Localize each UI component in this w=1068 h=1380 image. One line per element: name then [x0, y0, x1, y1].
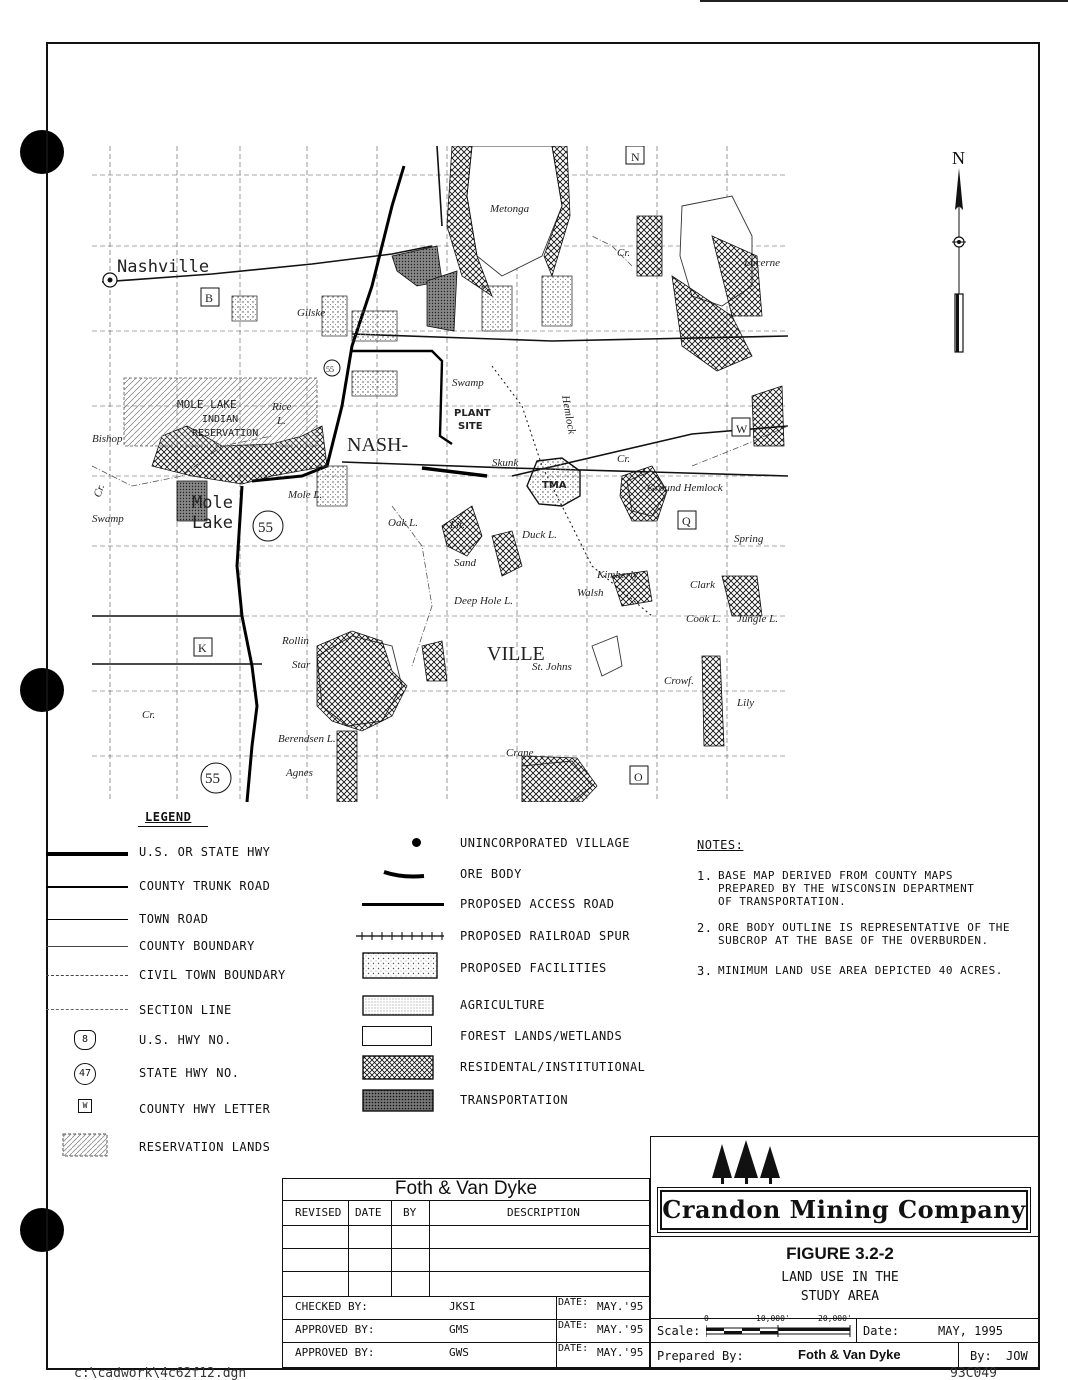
map-label-spring: Spring — [734, 533, 764, 545]
map-label-hwy55-a: 55 — [326, 365, 334, 374]
map-label-ville: VILLE — [487, 643, 545, 665]
legend-label-civil-town: CIVIL TOWN BOUNDARY — [139, 968, 286, 982]
rev-col-line-date — [556, 1296, 557, 1368]
legend-label-transportation: TRANSPORTATION — [460, 1093, 569, 1107]
map-label-reservation: RESERVATION — [192, 428, 259, 439]
note-1-line-1: BASE MAP DERIVED FROM COUNTY MAPS — [718, 869, 954, 882]
rev-col-revised: REVISED — [295, 1206, 342, 1219]
map-label-berendsen: Berendsen L. — [278, 733, 336, 745]
rev-col-description: DESCRIPTION — [507, 1206, 580, 1219]
map-label-swamp2: Swamp — [92, 513, 124, 525]
map-label-crane: Crane — [506, 747, 534, 759]
north-label: N — [952, 148, 965, 168]
map-label-rollin: Rollin — [282, 635, 309, 647]
map-label-indian: INDIAN — [202, 414, 239, 425]
legend-label-us-state-hwy: U.S. OR STATE HWY — [139, 845, 271, 859]
map-label-tma: TMA — [542, 480, 567, 491]
map-label-crowf: Crowf. — [664, 675, 694, 687]
scale-tick-0: 0 — [704, 1314, 709, 1323]
rev-header-top-line — [282, 1200, 650, 1201]
legend-label-county-boundary: COUNTY BOUNDARY — [139, 939, 255, 953]
legend-civil-town-line — [46, 975, 128, 976]
rev-row-line-6 — [282, 1342, 650, 1343]
firm-name: Foth & Van Dyke — [394, 1178, 538, 1199]
map-label-lily: Lily — [737, 697, 755, 709]
company-box-divider — [650, 1236, 1040, 1237]
reservation-lands-swatch — [62, 1133, 108, 1157]
map-label-duck-l: Duck L. — [522, 529, 557, 541]
map-label-kimberly: Kimberly — [597, 569, 638, 581]
map-label-oak-l: Oak L. — [388, 517, 418, 529]
note-1-number: 1. — [697, 869, 713, 883]
map-label-hwy55-b: 55 — [258, 520, 273, 536]
checked-by-value: JKSI — [449, 1300, 476, 1313]
map-label-bishop: Bishop — [92, 433, 123, 445]
rev-col-line-3 — [429, 1200, 430, 1296]
legend-town-road-line — [46, 919, 128, 920]
by-value: JOW — [1006, 1349, 1028, 1363]
scale-label: Scale: — [657, 1324, 701, 1338]
map-label-cr-1: Cr. — [617, 247, 631, 259]
proposed-facilities-swatch — [362, 952, 440, 980]
map-label-n: N — [631, 150, 640, 164]
ore-body — [422, 468, 487, 476]
legend-label-county-hwy-letter: COUNTY HWY LETTER — [139, 1102, 271, 1116]
map-label-rice: Rice — [272, 401, 292, 413]
map-label-nash: NASH- — [347, 434, 409, 456]
map-label-o: O — [634, 770, 643, 784]
pine-trees-logo-icon — [708, 1140, 788, 1186]
checked-by-label: CHECKED BY: — [295, 1300, 368, 1313]
map-label-walsh: Walsh — [577, 587, 604, 599]
legend-label-access-road: PROPOSED ACCESS ROAD — [460, 897, 615, 911]
rev-row-line-3 — [282, 1271, 650, 1272]
scale-tick-20000: 20,000' — [818, 1314, 852, 1323]
date-label: Date: — [863, 1324, 900, 1338]
figure-subtitle-2: STUDY AREA — [800, 1289, 880, 1304]
prepared-by-value: Foth & Van Dyke — [798, 1347, 901, 1362]
rev-row-line-4 — [282, 1296, 650, 1297]
approved-date-label-1: DATE: — [558, 1320, 589, 1331]
scale-bar — [706, 1325, 854, 1337]
legend-label-ore-body: ORE BODY — [460, 867, 522, 881]
map-label-mole-l: Mole L. — [288, 489, 323, 501]
map-label-b: B — [205, 291, 214, 305]
legend-title: LEGEND — [145, 810, 192, 824]
map-label-q: Q — [682, 514, 691, 528]
rev-row-line-2 — [282, 1248, 650, 1249]
map-label-skunk: Skunk — [492, 457, 519, 469]
land-use-map[interactable] — [92, 146, 788, 802]
ore-body-symbol — [382, 868, 428, 882]
map-label-k: K — [198, 641, 207, 655]
map-label-mole-town: Mole — [192, 493, 233, 513]
map-label-st-johns: St. Johns — [532, 661, 572, 673]
legend-label-railroad-spur: PROPOSED RAILROAD SPUR — [460, 929, 630, 943]
railroad-spur-symbol — [356, 930, 446, 942]
legend-label-reservation-lands: RESERVATION LANDS — [139, 1140, 271, 1154]
map-label-plant-site-2: SITE — [458, 421, 483, 432]
rev-col-line-1 — [348, 1200, 349, 1296]
map-label-star: Star — [292, 659, 311, 671]
map-label-nashville: Nashville — [117, 257, 210, 277]
map-label-w: W — [736, 422, 748, 436]
note-3-line-1: MINIMUM LAND USE AREA DEPICTED 40 ACRES. — [718, 964, 1003, 977]
approved-date-label-2: DATE: — [558, 1343, 589, 1354]
legend-label-us-hwy-no: U.S. HWY NO. — [139, 1033, 232, 1047]
residential-institutional-swatch — [362, 1055, 436, 1081]
map-label-swamp: Swamp — [452, 377, 484, 389]
map-label-clark: Clark — [690, 579, 716, 591]
checked-date-value: MAY.'95 — [597, 1300, 644, 1313]
agriculture-swatch — [362, 995, 436, 1017]
us-hwy-shield-icon: 8 — [74, 1030, 96, 1050]
map-label-lit: Lit. — [450, 519, 465, 531]
county-letter-box-icon: W — [78, 1099, 92, 1113]
approved-by-value-2: GWS — [449, 1346, 469, 1359]
approved-by-label-1: APPROVED BY: — [295, 1323, 375, 1336]
approved-by-label-2: APPROVED BY: — [295, 1346, 375, 1359]
map-label-cook-l: Cook L. — [686, 613, 721, 625]
map-label-deep-hole: Deep Hole L. — [454, 595, 513, 607]
rev-col-date: DATE — [355, 1206, 382, 1219]
top-edge-line — [700, 0, 1068, 2]
note-1-line-3: OF TRANSPORTATION. — [718, 895, 847, 908]
state-hwy-shield-icon: 47 — [74, 1063, 96, 1085]
legend-label-agriculture: AGRICULTURE — [460, 998, 545, 1012]
map-label-plant-site-1: PLANT — [454, 408, 491, 419]
legend-label-unincorporated-village: UNINCORPORATED VILLAGE — [460, 836, 630, 850]
legend-label-state-hwy-no: STATE HWY NO. — [139, 1066, 240, 1080]
rev-col-by: BY — [403, 1206, 417, 1219]
map-label-cr-2: Cr. — [617, 453, 631, 465]
map-label-metonga: Metonga — [490, 203, 530, 215]
legend-label-section-line: SECTION LINE — [139, 1003, 232, 1017]
approved-date-value-1: MAY.'95 — [597, 1323, 644, 1336]
rev-row-line-5 — [282, 1319, 650, 1320]
scale-date-divider — [856, 1318, 857, 1342]
map-label-lucerne: Lucerne — [744, 257, 781, 269]
map-label-mole-lake-res: MOLE LAKE — [177, 398, 237, 411]
prepared-by-divider — [958, 1342, 959, 1368]
company-name: Crandon Mining Company — [660, 1190, 1028, 1230]
legend-access-road-line — [362, 903, 444, 906]
figure-number: FIGURE 3.2-2 — [786, 1244, 894, 1263]
legend-us-state-hwy-line — [46, 852, 128, 856]
note-2-line-2: SUBCROP AT THE BASE OF THE OVERBURDEN. — [718, 934, 989, 947]
map-label-ground-hemlock: Ground Hemlock — [647, 482, 723, 494]
approved-by-value-1: GMS — [449, 1323, 469, 1336]
map-label-hemlock-cr: Hemlock — [559, 394, 578, 436]
map-label-hwy55-c: 55 — [205, 771, 220, 787]
map-label-rice-l: L. — [277, 415, 286, 427]
note-3-number: 3. — [697, 964, 713, 978]
note-2-number: 2. — [697, 921, 713, 935]
note-2-line-1: ORE BODY OUTLINE IS REPRESENTATIVE OF THE — [718, 921, 1011, 934]
by-label: By: — [970, 1349, 992, 1363]
north-arrow-icon — [946, 168, 972, 358]
transportation-swatch — [362, 1089, 436, 1113]
legend-county-boundary-line — [46, 946, 128, 947]
legend-label-forest-wetlands: FOREST LANDS/WETLANDS — [460, 1029, 623, 1043]
date-value: MAY, 1995 — [938, 1324, 1004, 1338]
cad-file-path: c:\cadwork\4c62f12.dgn — [74, 1366, 247, 1380]
figure-subtitle-1: LAND USE IN THE — [781, 1270, 899, 1285]
rev-row-line-1 — [282, 1225, 650, 1226]
note-1-line-2: PREPARED BY THE WISCONSIN DEPARTMENT — [718, 882, 975, 895]
legend-title-underline — [138, 826, 208, 827]
notes-title: NOTES: — [697, 838, 744, 852]
rev-col-line-2 — [391, 1200, 392, 1296]
drawing-number: 93C049 — [950, 1366, 997, 1380]
map-label-lake-town: Lake — [192, 513, 233, 533]
approved-date-value-2: MAY.'95 — [597, 1346, 644, 1359]
forest-wetlands-swatch — [362, 1026, 432, 1046]
scale-tick-10000: 10,000' — [756, 1314, 790, 1323]
map-label-agnes: Agnes — [286, 767, 313, 779]
legend-label-town-road: TOWN ROAD — [139, 912, 209, 926]
legend-label-proposed-facilities: PROPOSED FACILITIES — [460, 961, 607, 975]
map-label-sand: Sand — [454, 557, 476, 569]
map-label-cr-4: Cr. — [92, 482, 108, 500]
map-label-gilske: Gilske — [297, 307, 326, 319]
legend-county-trunk-line — [46, 886, 128, 888]
village-marker — [103, 273, 117, 287]
legend-label-county-trunk: COUNTY TRUNK ROAD — [139, 879, 271, 893]
map-label-jungle: Jungle L. — [737, 613, 778, 625]
legend-section-line — [46, 1009, 128, 1010]
map-label-cr-3: Cr. — [142, 709, 156, 721]
prepared-by-label: Prepared By: — [657, 1349, 744, 1363]
legend-label-residential-institutional: RESIDENTAL/INSTITUTIONAL — [460, 1060, 646, 1074]
prepared-row-top-line — [650, 1342, 1040, 1343]
checked-date-label: DATE: — [558, 1297, 589, 1308]
village-dot-icon — [412, 838, 421, 847]
